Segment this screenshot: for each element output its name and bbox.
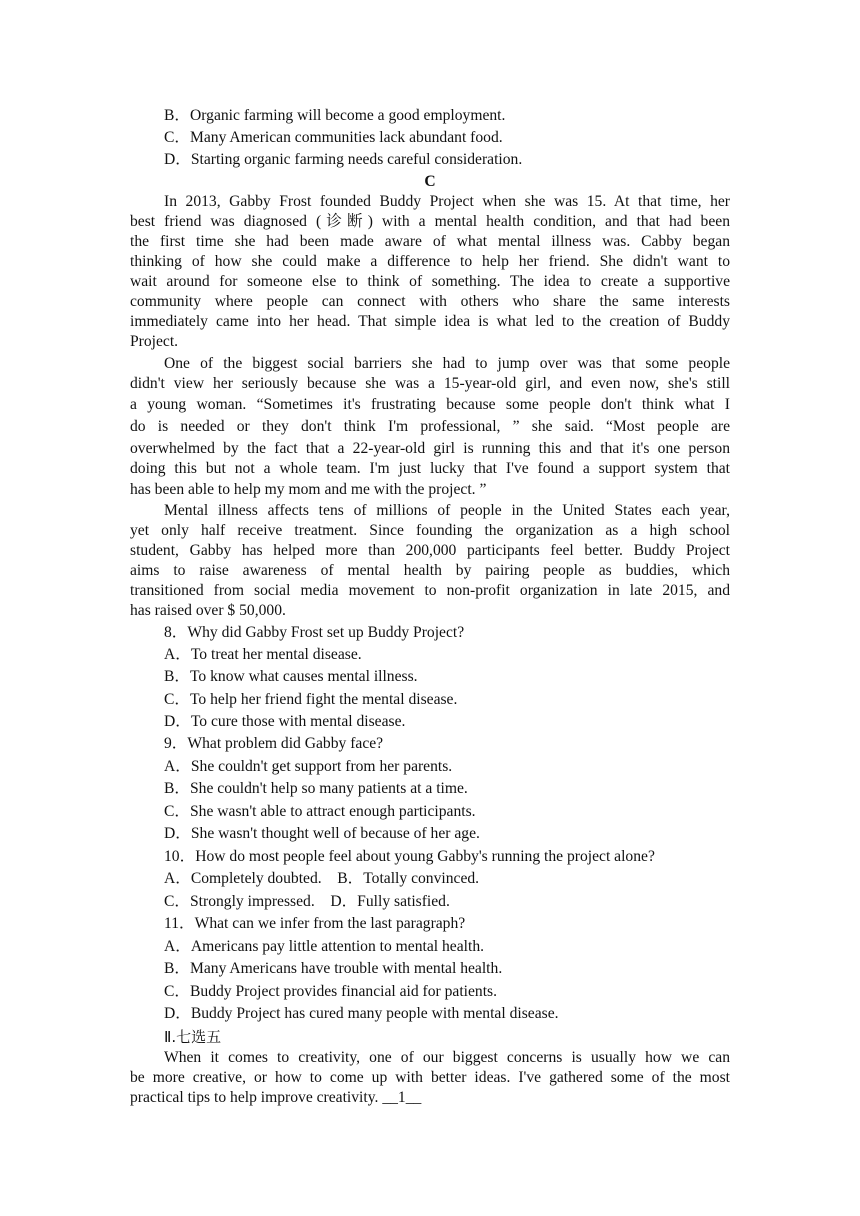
passage-line: When it comes to creativity, one of our biggest concerns is usually how we can (164, 1049, 730, 1066)
passage-line: didn't view her seriously because she was a 15-year-old girl, and even now, she's still (130, 375, 730, 392)
passage-line: do is needed or they don't think I'm professional, ” she said. “Most people are (130, 418, 730, 435)
passage-line: transitioned from social media movement to non-profit organization in late 2015, and (130, 582, 730, 599)
question-9: 9．What problem did Gabby face? (164, 735, 384, 752)
passage-line: Mental illness affects tens of millions of people in the United States each year, (164, 502, 730, 519)
question-option: B．To know what causes mental illness. (164, 668, 418, 685)
passage-line: best friend was diagnosed (诊断) with a mental health condition, and that had been (130, 213, 730, 230)
passage-line: overwhelmed by the fact that a 22-year-old girl is running this and that it's one person (130, 440, 730, 457)
question-option: A．To treat her mental disease. (164, 646, 362, 663)
passage-line: In 2013, Gabby Frost founded Buddy Project when she was 15. At that time, her (164, 193, 730, 210)
question-option: C．Strongly impressed. D．Fully satisfied. (164, 893, 450, 910)
q7-option-b: B．Organic farming will become a good employment. (164, 107, 506, 124)
passage-line: wait around for someone else to think of something. The idea to create a supportive (130, 273, 730, 290)
passage-line: One of the biggest social barriers she had to jump over was that some people (164, 355, 730, 372)
question-8: 8．Why did Gabby Frost set up Buddy Project? (164, 624, 465, 641)
passage-line: immediately came into her head. That simple idea is what led to the creation of Buddy (130, 313, 730, 330)
question-option: C．To help her friend fight the mental disease. (164, 691, 458, 708)
passage-line: yet only half receive treatment. Since founding the organization as a high school (130, 522, 730, 539)
passage-line: practical tips to help improve creativity. (130, 1089, 383, 1106)
q7-option-d: D．Starting organic farming needs careful consideration. (164, 151, 523, 168)
passage-last-line (130, 1088, 421, 1108)
question-option: B．Many Americans have trouble with mental health. (164, 960, 503, 977)
passage-line: aims to raise awareness of mental health by pairing people as buddies, which (130, 562, 730, 579)
question-option: D．She wasn't thought well of because of her age. (164, 825, 480, 842)
question-option: C．She wasn't able to attract enough participants. (164, 803, 476, 820)
passage-line: thinking of how she could make a difference to help her friend. She didn't want to (130, 253, 730, 270)
passage-line: a young woman. “Sometimes it's frustrating because some people don't think what I (130, 396, 730, 413)
section-c-heading: C (424, 173, 436, 190)
passage-line: Project. (130, 333, 179, 350)
passage-line: the first time she had been made aware of what mental illness was. Cabby began (130, 233, 730, 250)
question-option: C．Buddy Project provides financial aid for patients. (164, 983, 498, 1000)
passage-line: community where people can connect with others who share the same interests (130, 293, 730, 310)
question-option: A．Completely doubted. B．Totally convinced. (164, 870, 480, 887)
passage-line: be more creative, or how to come up with better ideas. I've gathered some of the most (130, 1069, 730, 1086)
passage-line: doing this but not a whole team. I'm just lucky that I've found a support system that (130, 460, 730, 477)
passage-line: has raised over $ 50,000. (130, 602, 286, 619)
passage-line: student, Gabby has helped more than 200,000 participants feel better. Buddy Project (130, 542, 730, 559)
answer-blank-1: __1__ (382, 1089, 422, 1106)
question-option: D．Buddy Project has cured many people with mental disease. (164, 1005, 559, 1022)
question-option: B．She couldn't help so many patients at a time. (164, 780, 468, 797)
question-option: A．She couldn't get support from her parents. (164, 758, 453, 775)
question-10: 10．How do most people feel about young Gabby's running the project alone? (164, 848, 655, 865)
passage-line: has been able to help my mom and me with the project. ” (130, 481, 487, 498)
question-option: A．Americans pay little attention to mental health. (164, 938, 485, 955)
question-option: D．To cure those with mental disease. (164, 713, 406, 730)
q7-option-c: C．Many American communities lack abundant food. (164, 129, 503, 146)
question-11: 11．What can we infer from the last paragraph? (164, 915, 466, 932)
section-ii-heading: Ⅱ.七选五 (164, 1028, 222, 1046)
